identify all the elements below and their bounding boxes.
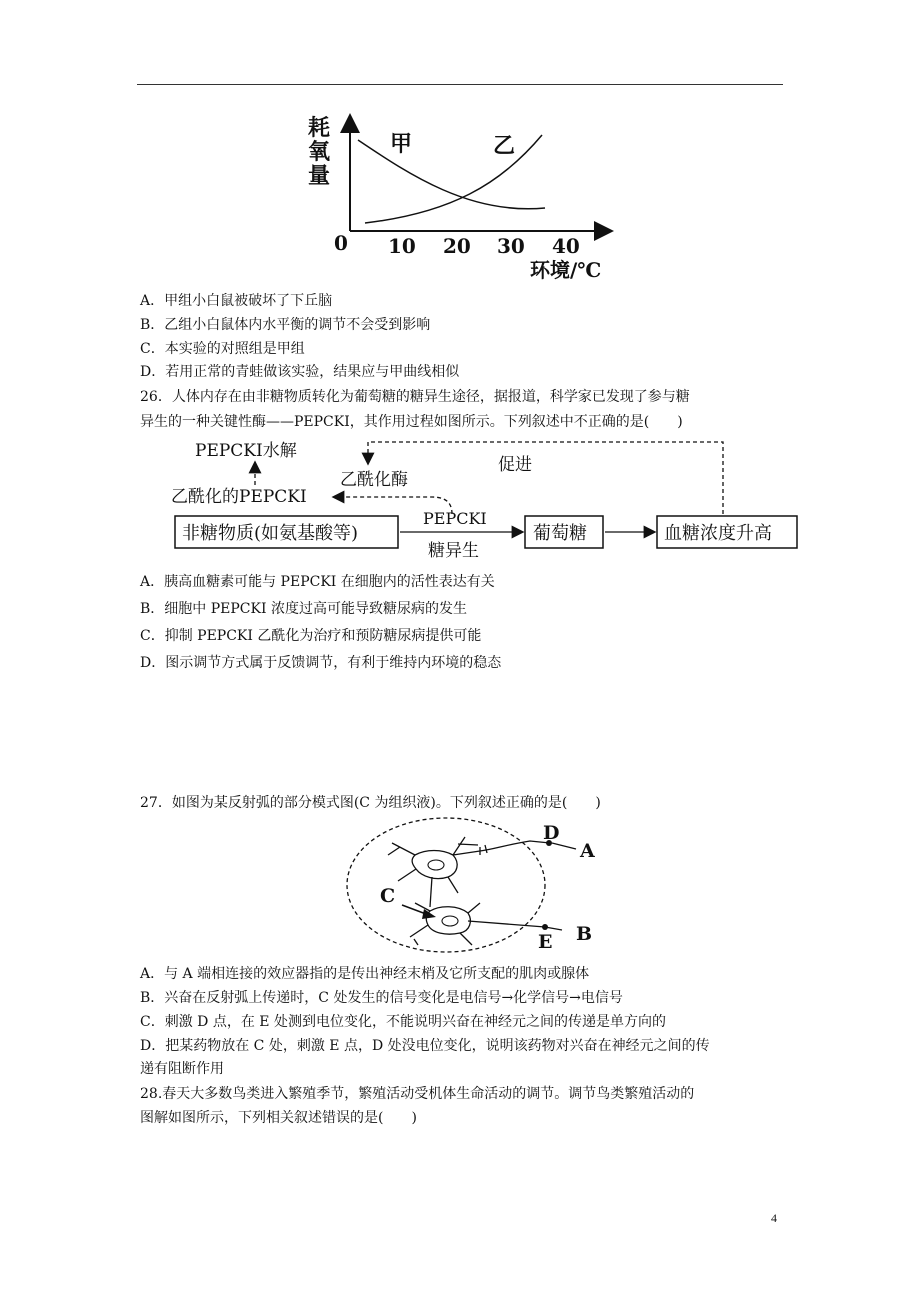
q27-stem: 27．如图为某反射弧的部分模式图(C 为组织液)。下列叙述正确的是( ) <box>140 795 601 811</box>
label-a: A <box>580 840 595 862</box>
q26-option-b: B．细胞中 PEPCKI 浓度过高可能导致糖尿病的发生 <box>140 601 467 617</box>
q27-option-a: A．与 A 端相连接的效应器指的是传出神经末梢及它所支配的肌肉或腺体 <box>140 966 590 982</box>
box-nonsugar-label: 非糖物质(如氨基酸等) <box>182 523 359 544</box>
tissue-boundary <box>347 818 545 952</box>
y-label-char-2: 氧 <box>308 139 331 165</box>
upper-nucleus <box>428 860 444 870</box>
q27-option-b: B．兴奋在反射弧上传递时，C 处发生的信号变化是电信号→化学信号→电信号 <box>140 990 623 1006</box>
pepcki-pathway-diagram <box>160 430 810 568</box>
upper-neuron <box>388 837 550 907</box>
label-b: B <box>576 923 593 945</box>
q25-option-b: B．乙组小白鼠体内水平衡的调节不会受到影响 <box>140 317 431 333</box>
q28-stem-line1: 28.春天大多数鸟类进入繁殖季节，繁殖活动受机体生命活动的调节。调节鸟类繁殖活动的 <box>140 1086 695 1102</box>
x-tick-30: 30 <box>497 234 525 258</box>
x-tick-40: 40 <box>552 234 580 258</box>
oxygen-temperature-chart <box>300 105 630 285</box>
q25-option-c: C．本实验的对照组是甲组 <box>140 341 305 357</box>
box-bloodsugar-label: 血糖浓度升高 <box>664 523 772 544</box>
y-label-char-3: 量 <box>308 163 331 189</box>
arrow-bottom-label: 糖异生 <box>428 541 479 561</box>
q26-stem-line2: 异生的一种关键性酶——PEPCKI，其作用过程如图所示。下列叙述中不正确的是( ) <box>140 414 683 430</box>
arrow-top-label: PEPCKI <box>423 509 487 528</box>
acetylated-pepcki-label: 乙酰化的PEPCKI <box>171 487 307 507</box>
label-c: C <box>380 885 396 907</box>
label-e: E <box>538 931 553 953</box>
header-rule <box>137 84 783 85</box>
q28-stem-line2: 图解如图所示，下列相关叙述错误的是( ) <box>140 1110 417 1126</box>
label-d: D <box>543 822 560 844</box>
q27-option-c: C．刺激 D 点，在 E 处测到电位变化，不能说明兴奋在神经元之间的传递是单方向的 <box>140 1014 666 1030</box>
box-glucose-label: 葡萄糖 <box>533 523 587 544</box>
x-tick-10: 10 <box>388 234 416 258</box>
curve-yi-label: 乙 <box>493 133 516 159</box>
y-label-char-1: 耗 <box>308 115 331 141</box>
x-tick-20: 20 <box>443 234 471 258</box>
q26-option-d: D．图示调节方式属于反馈调节，有利于维持内环境的稳态 <box>140 655 502 671</box>
reflex-arc-diagram <box>340 815 610 955</box>
q26-option-a: A．胰高血糖素可能与 PEPCKI 在细胞内的活性表达有关 <box>140 574 495 590</box>
q27-option-d-cont: 递有阻断作用 <box>140 1061 224 1077</box>
point-e <box>542 924 548 930</box>
dashed-feedback-line <box>368 442 723 514</box>
origin-label: 0 <box>334 231 348 255</box>
curve-jia <box>358 140 545 209</box>
hydrolysis-label: PEPCKI水解 <box>195 441 297 461</box>
lower-nucleus <box>442 916 458 926</box>
q27-option-d: D．把某药物放在 C 处，刺激 E 点，D 处没电位变化，说明该药物对兴奋在神经元之间的传 <box>140 1038 710 1054</box>
acetylase-label: 乙酰化酶 <box>340 470 408 490</box>
q26-stem-line1: 26．人体内存在由非糖物质转化为葡萄糖的糖异生途径，据报道，科学家已发现了参与糖 <box>140 389 690 405</box>
q26-option-c: C．抑制 PEPCKI 乙酰化为治疗和预防糖尿病提供可能 <box>140 628 482 644</box>
curve-jia-label: 甲 <box>390 131 413 157</box>
promote-label: 促进 <box>498 455 532 475</box>
q25-option-d: D．若用正常的青蛙做该实验，结果应与甲曲线相似 <box>140 364 460 380</box>
page-number: 4 <box>771 1211 777 1225</box>
x-axis-label: 环境/℃ <box>530 258 602 282</box>
q25-option-a: A．甲组小白鼠被破坏了下丘脑 <box>140 293 333 309</box>
